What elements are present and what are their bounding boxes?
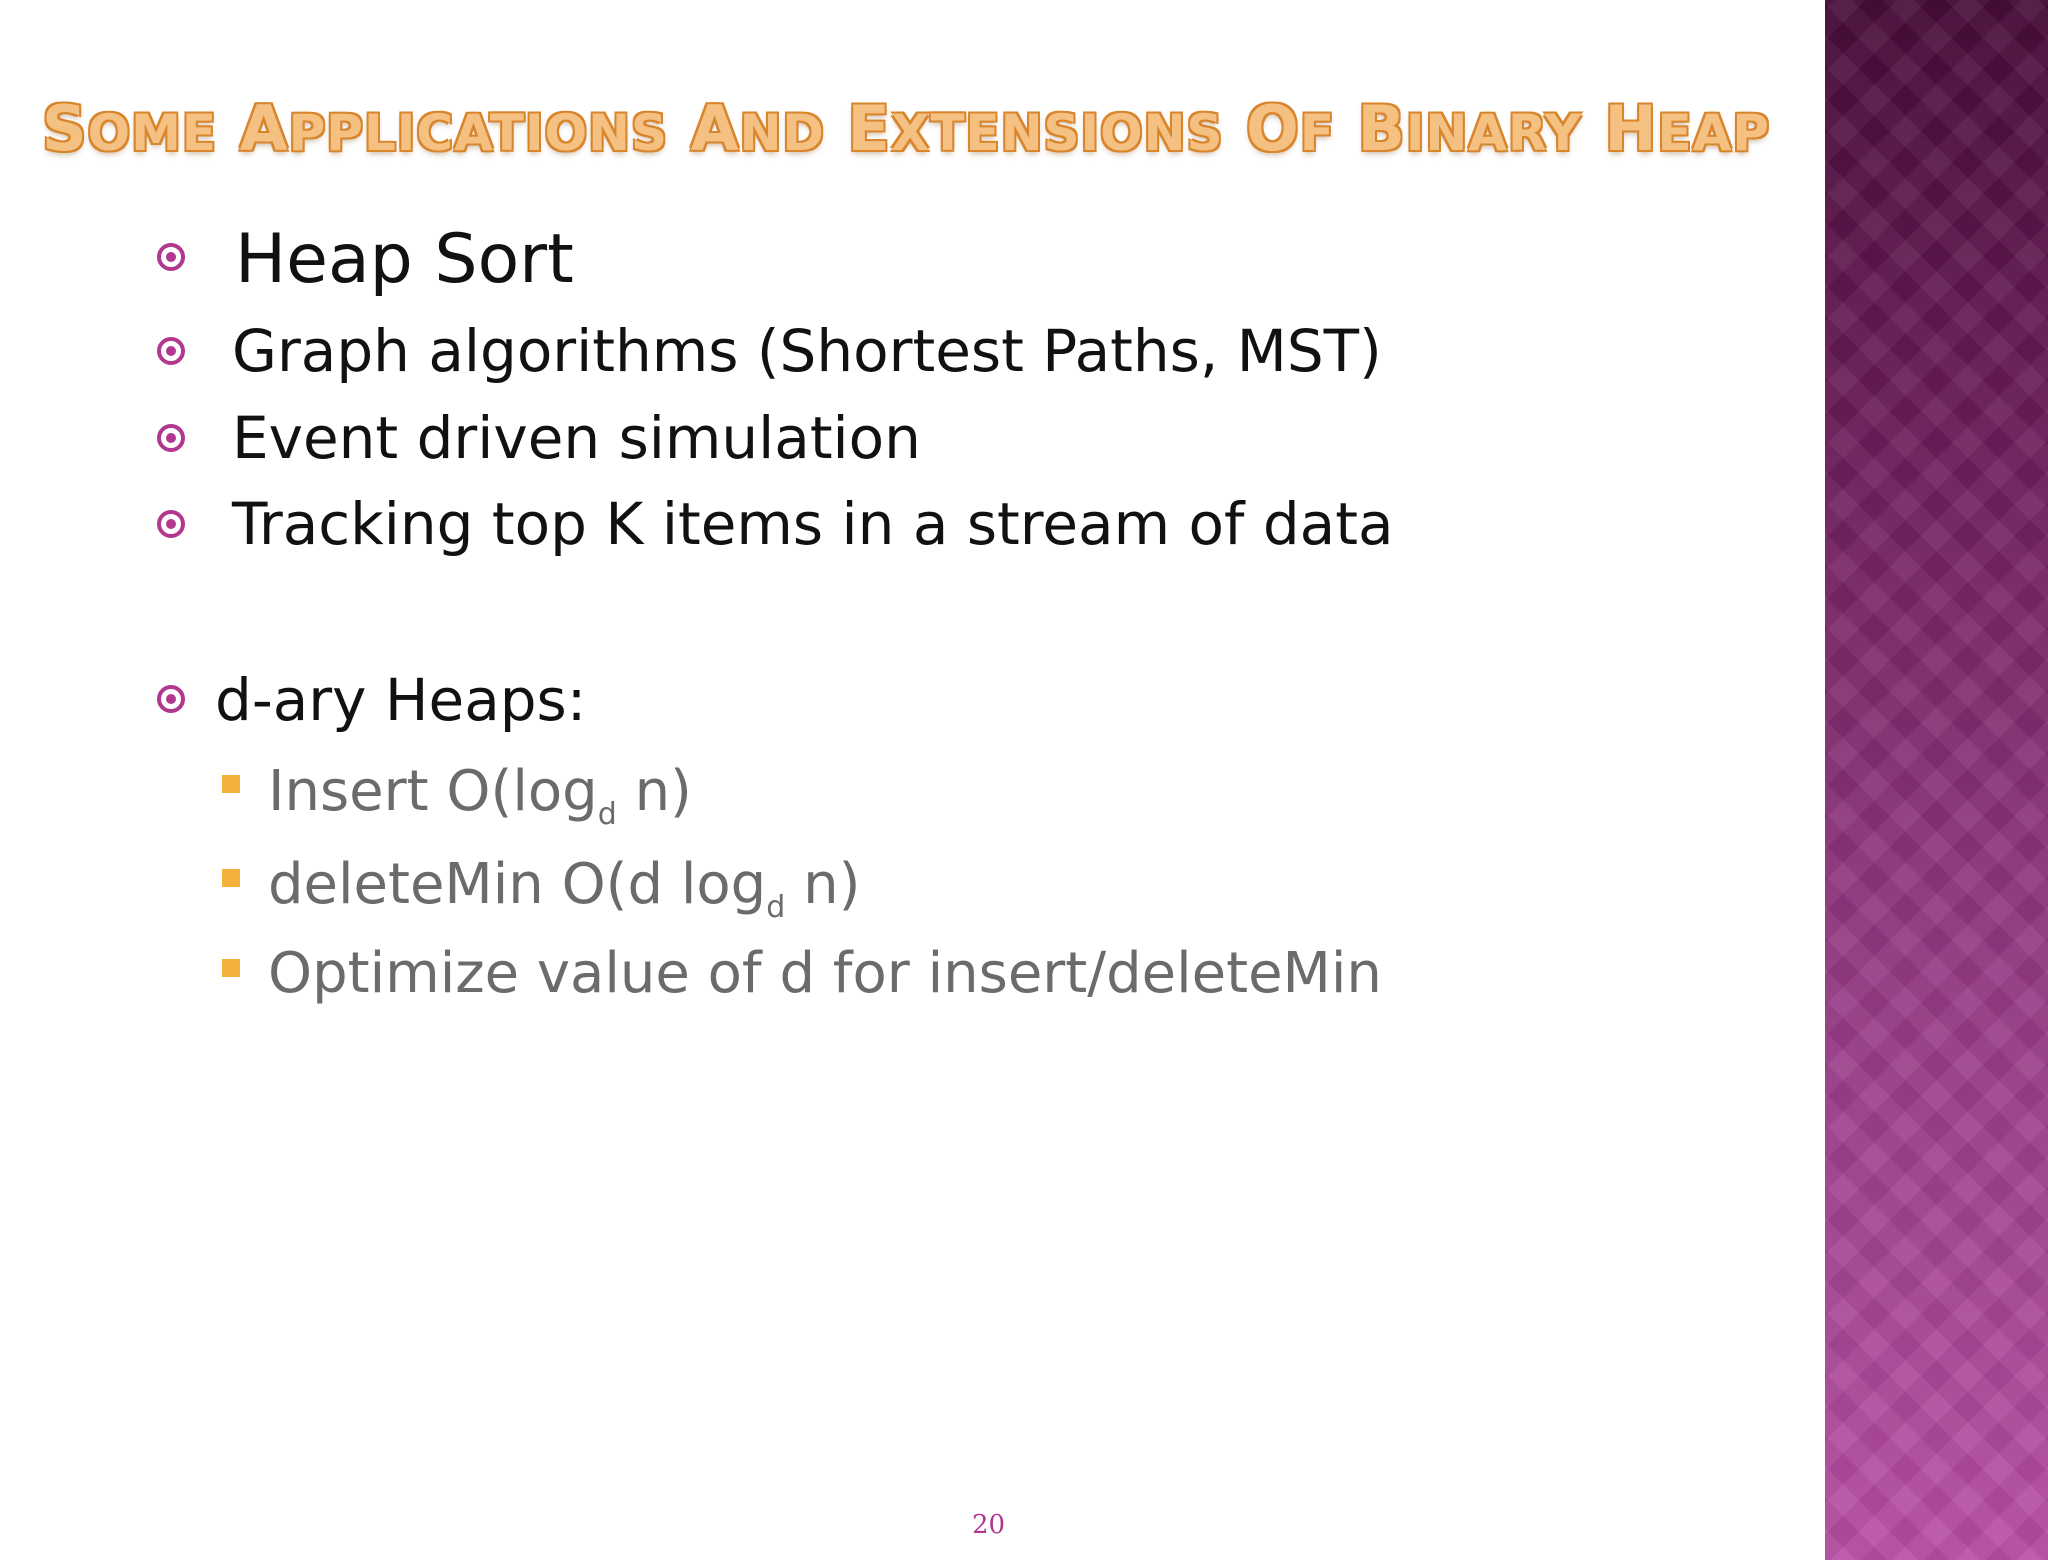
bullet-circle-icon	[157, 424, 185, 452]
title-word: APPLICATIONS	[239, 92, 668, 165]
sub-bullet-square-icon	[222, 775, 240, 793]
title-word: OF	[1246, 92, 1335, 165]
title-word: EXTENSIONS	[847, 92, 1224, 165]
bullet-circle-icon	[157, 337, 185, 365]
decorative-side-band	[1825, 0, 2048, 1560]
title-word: SOME	[42, 92, 218, 165]
sub-bullet-square-icon	[222, 869, 240, 887]
bullet-event-driven: Event driven simulation	[232, 404, 921, 472]
bullet-dary-heaps: d-ary Heaps:	[215, 666, 587, 734]
bullet-circle-icon	[157, 510, 185, 538]
bullet-tracking-top-k: Tracking top K items in a stream of data	[232, 490, 1394, 558]
sub-bullet-square-icon	[222, 959, 240, 977]
sub-bullet-optimize: Optimize value of d for insert/deleteMin	[268, 941, 1382, 1006]
title-word: BINARY	[1357, 92, 1582, 165]
title-word: HEAP	[1604, 92, 1770, 165]
slide-title	[42, 92, 1770, 165]
bullet-circle-icon	[157, 685, 185, 713]
title-word: AND	[690, 92, 825, 165]
bullet-circle-icon	[157, 243, 185, 271]
sub-bullet-insert: Insert $O(\log_d$ n)	[268, 759, 692, 832]
page-number: 20	[972, 1510, 1006, 1540]
sub-bullet-deletemin: deleteMin O(d $\log_d n$)	[268, 852, 861, 925]
bullet-heap-sort: Heap Sort	[235, 220, 574, 299]
bullet-graph-algorithms: Graph algorithms (Shortest Paths, MST)	[232, 317, 1382, 385]
